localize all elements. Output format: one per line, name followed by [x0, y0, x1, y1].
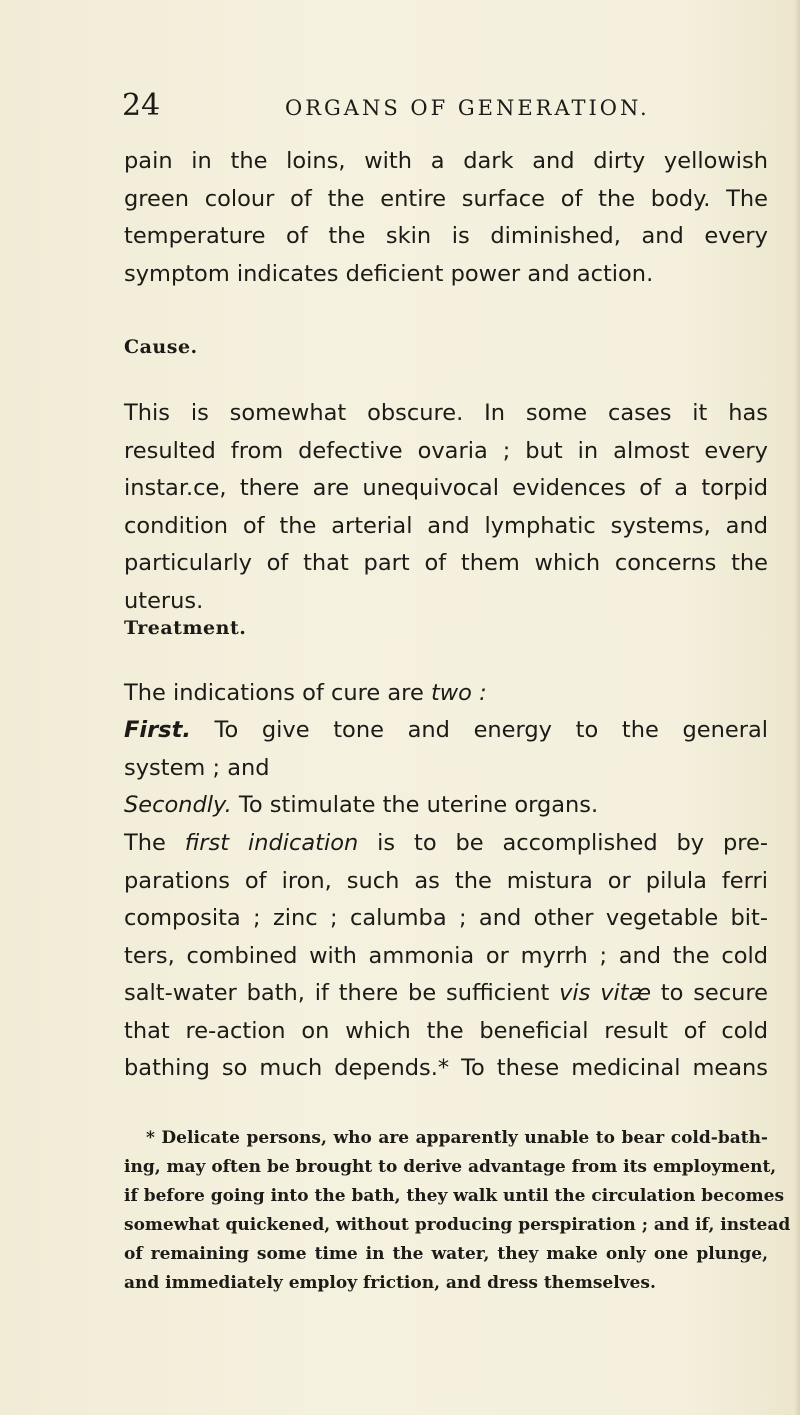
vis-vitae-italic: vis vitæ	[559, 980, 651, 1006]
text-line: condition of the arterial and lymphatic systems, and	[124, 512, 768, 539]
text-line: resulted from defective ovaria ; but in almost every	[124, 437, 768, 464]
text-line: particularly of that part of them which concerns the	[124, 550, 768, 576]
page-number: 24	[122, 88, 161, 123]
footnote-line: of remaining some time in the water, they make only one plunge,	[124, 1244, 768, 1264]
text-line: pain in the loins, with a dark and dirty yellowish	[124, 148, 768, 174]
footnote-line: if before going into the bath, they walk until the circulation becomes	[124, 1186, 785, 1206]
vis-rest: to secure	[650, 980, 768, 1006]
footnote-line: * Delicate persons, who are apparently unable to bear cold-bath-	[146, 1128, 768, 1148]
vis-prefix: salt-water bath, if there be sufficient	[124, 980, 560, 1006]
footnote-line: ing, may often be brought to derive advantage from its employment,	[124, 1157, 777, 1177]
treatment-second	[124, 787, 768, 825]
text-line: instar.ce, there are unequivocal evidences of a torpid	[124, 475, 768, 501]
footnote-line: somewhat quickened, without producing perspiration ; and if, instead	[124, 1215, 791, 1235]
text-line	[124, 675, 768, 713]
section-heading-treatment: Treatment.	[124, 617, 247, 639]
paragraph-cause	[124, 395, 768, 620]
running-head: ORGANS OF GENERATION.	[285, 96, 650, 120]
page-header	[122, 86, 772, 126]
treatment-first	[124, 712, 768, 787]
text-line: system ; and	[124, 754, 270, 781]
prefix-text: The	[124, 830, 185, 856]
text-line: symptom indicates deficient power and action.	[124, 260, 654, 287]
text-line: green colour of the entire surface of the body. The	[124, 185, 768, 212]
text-line: temperature of the skin is diminished, and every	[124, 223, 768, 249]
text-line	[124, 712, 768, 750]
rest-text: is to be accomplished by pre-	[358, 830, 769, 856]
page-edge-shadow	[794, 0, 800, 1415]
first-text: To give tone and energy to the general	[190, 717, 768, 743]
second-label: Secondly.	[124, 792, 232, 818]
paragraph-first-indication	[124, 825, 768, 1088]
first-label: First.	[124, 717, 191, 743]
footnote-line: and immediately employ friction, and dress themselves.	[124, 1273, 656, 1293]
first-indication-italic: first indication	[184, 830, 359, 856]
text-line: ters, combined with ammonia or myrrh ; and the cold	[124, 942, 768, 969]
second-text: To stimulate the uterine organs.	[231, 792, 599, 818]
section-heading-cause: Cause.	[124, 336, 198, 358]
text-line	[124, 787, 768, 825]
footnote	[124, 1124, 791, 1298]
treatment-intro	[124, 675, 768, 713]
intro-text: The indications of cure are	[124, 680, 431, 706]
text-line	[124, 825, 768, 863]
text-line	[124, 975, 768, 1013]
text-line: that re-action on which the beneficial result of cold	[124, 1017, 768, 1044]
intro-italic: two :	[430, 680, 487, 706]
paragraph-intro	[124, 143, 768, 293]
text-line: This is somewhat obscure. In some cases it has	[124, 400, 768, 426]
text-line: uterus.	[124, 587, 204, 614]
text-line: parations of iron, such as the mistura or pilula ferri	[124, 867, 768, 894]
text-line: composita ; zinc ; calumba ; and other vegetable bit-	[124, 905, 768, 931]
text-line: bathing so much depends.* To these medicinal means	[124, 1055, 768, 1081]
